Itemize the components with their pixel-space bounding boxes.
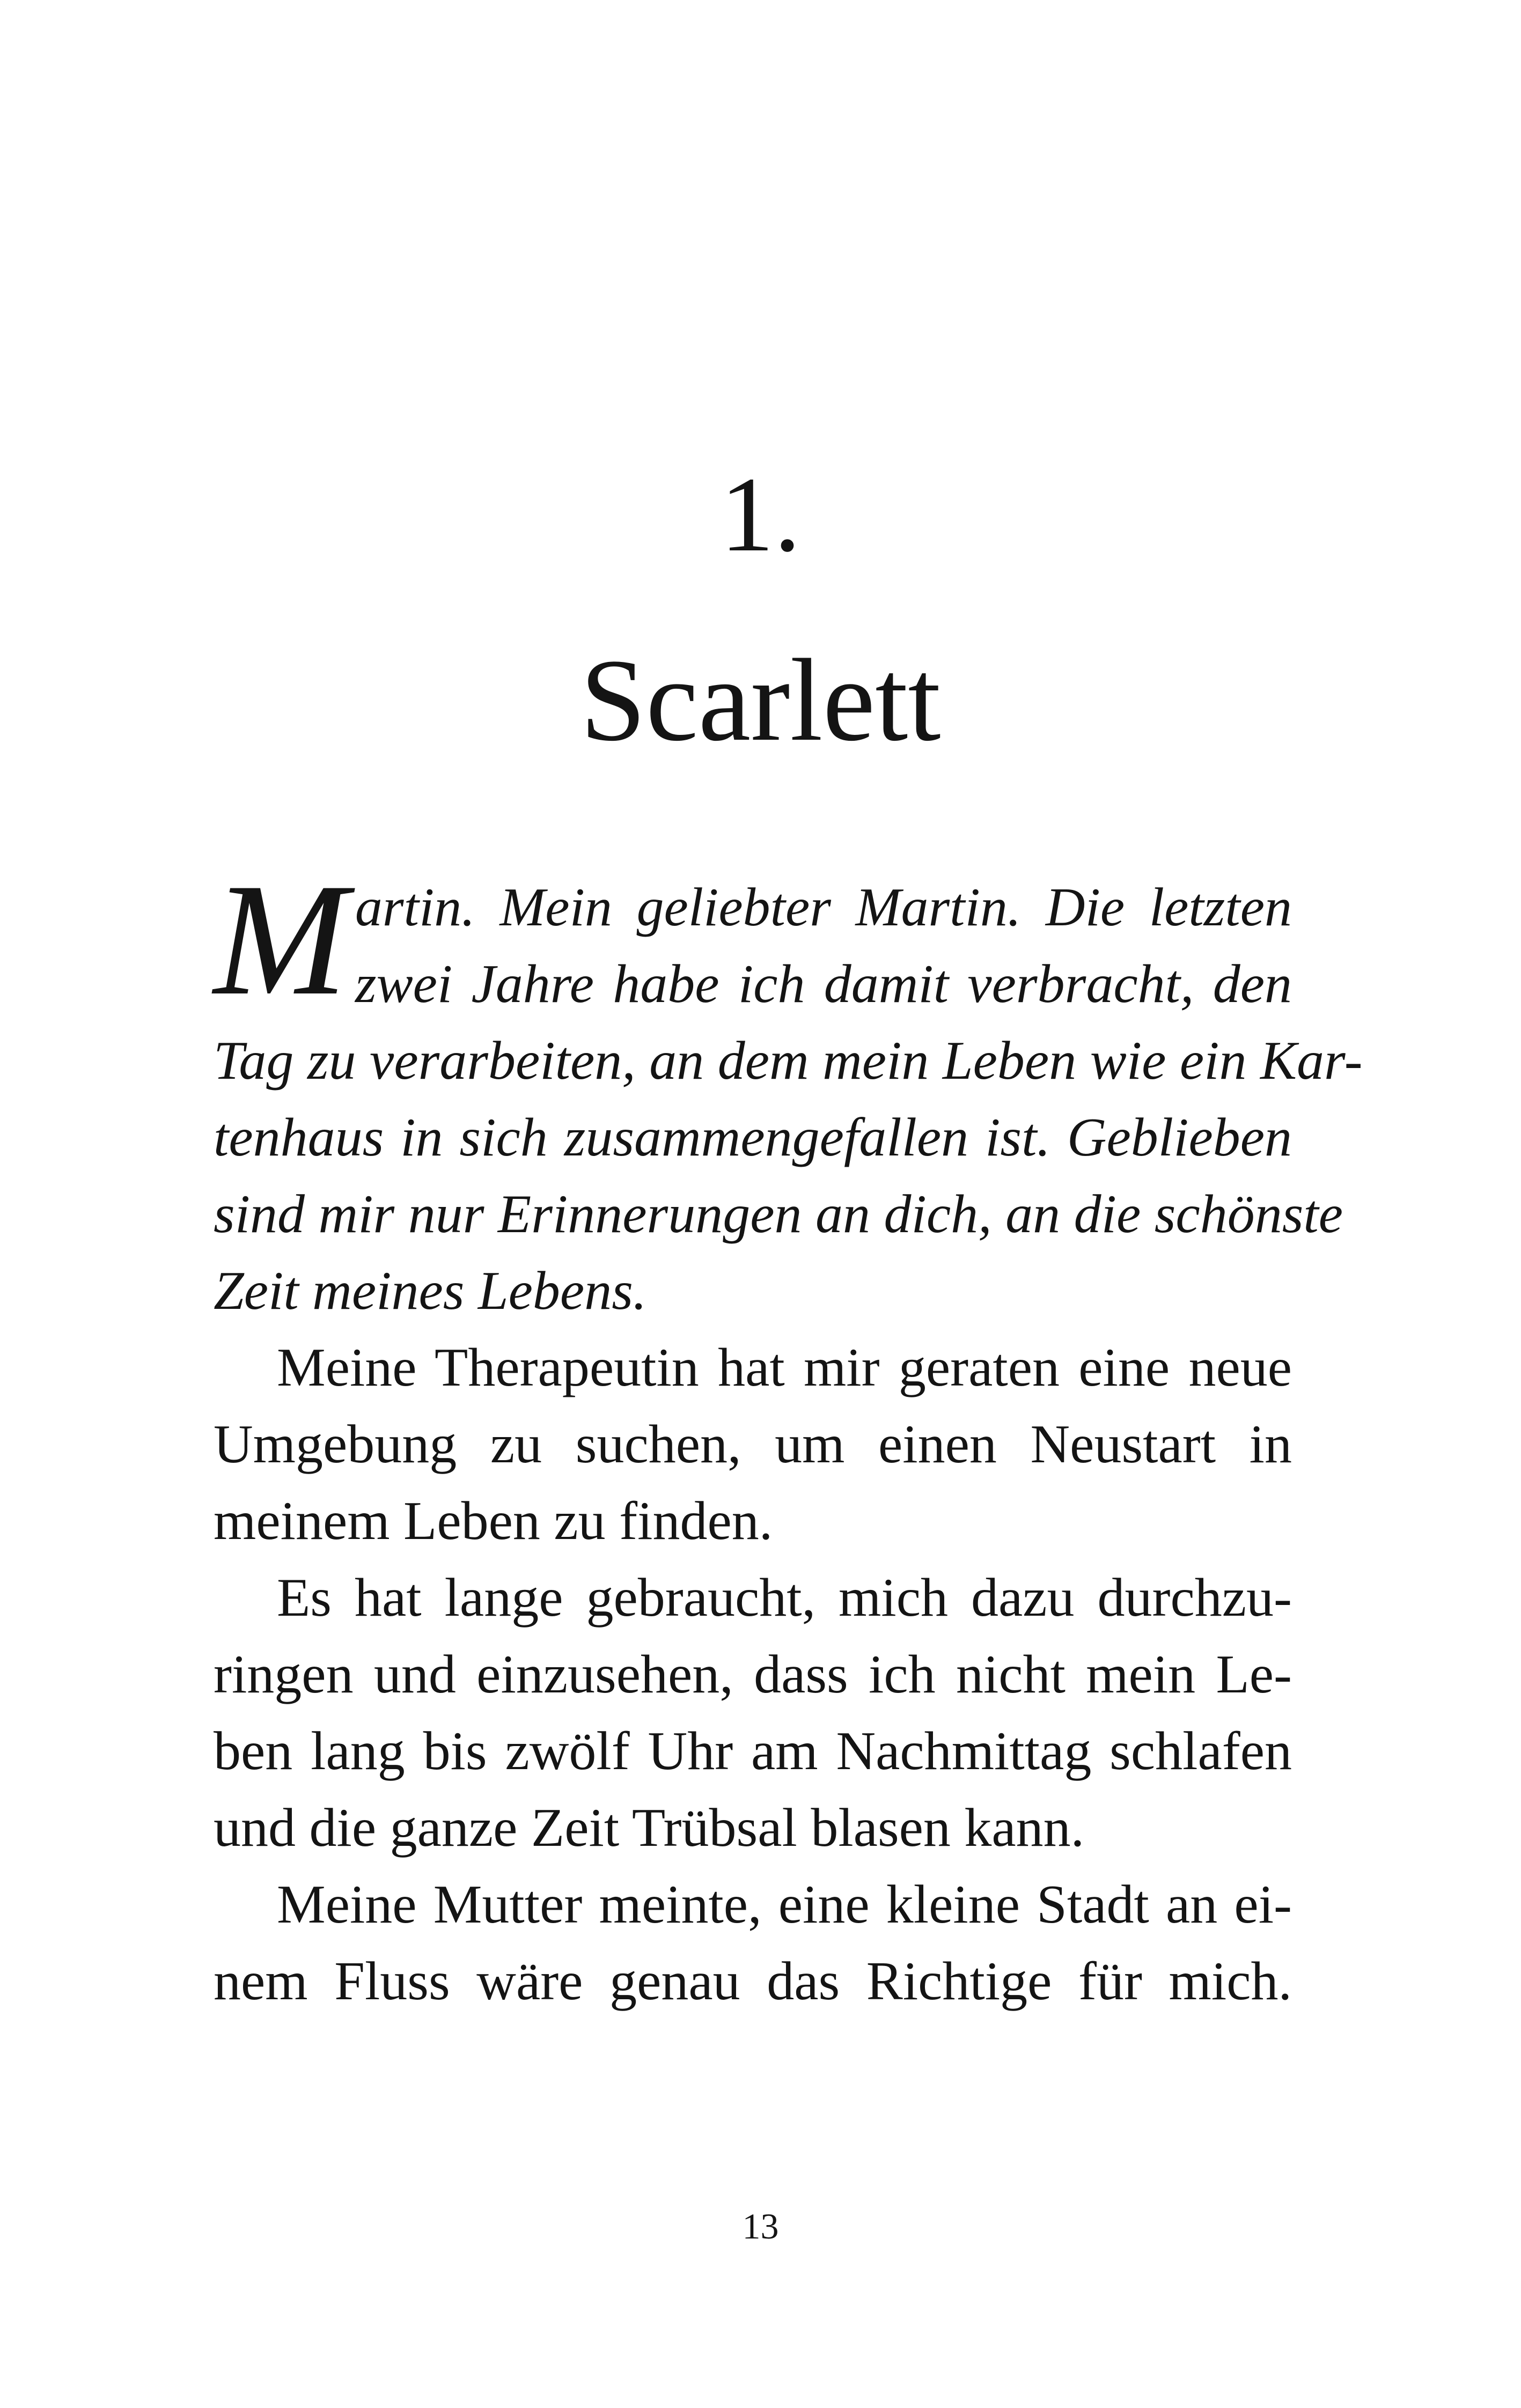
text-line: Meine Therapeutin hat mir geraten eine neue (277, 1337, 1292, 1398)
text-line: artin. Mein geliebter Martin. Die letzten (355, 877, 1292, 938)
paragraph (214, 1559, 1292, 1866)
page-number: 13 (742, 2206, 779, 2247)
text-line: meinem Leben zu finden. (214, 1491, 773, 1551)
text-line: Tag zu verarbeiten, an dem mein Leben wie ein Kar- (214, 1030, 1363, 1091)
text-line: Meine Mutter meinte, eine kleine Stadt an ei- (277, 1874, 1292, 1935)
text-line: sind mir nur Erinnerungen an dich, an die schönste (214, 1184, 1343, 1244)
text-line: und die ganze Zeit Trübsal blasen kann. (214, 1798, 1085, 1858)
text-line: Zeit meines Lebens. (214, 1261, 647, 1321)
text-line: Es hat lange gebraucht, mich dazu durchzu- (277, 1567, 1292, 1628)
opening-paragraph (214, 850, 1363, 1329)
text-line: ben lang bis zwölf Uhr am Nachmittag schlafen (214, 1721, 1292, 1781)
text-line: Umgebung zu suchen, um einen Neustart in (214, 1414, 1292, 1475)
paragraph (214, 1866, 1292, 2020)
chapter-title: Scarlett (580, 635, 941, 765)
text-line: tenhaus in sich zusammengefallen ist. Geblieben (214, 1107, 1292, 1168)
paragraph (214, 1329, 1292, 1559)
text-line: ringen und einzusehen, dass ich nicht mein Le- (214, 1644, 1292, 1705)
text-line: nem Fluss wäre genau das Richtige für mich. (214, 1951, 1292, 2012)
chapter-body (214, 850, 1363, 2020)
drop-cap: M (214, 850, 348, 1028)
chapter-number: 1. (720, 455, 801, 574)
text-line: zwei Jahre habe ich damit verbracht, den (355, 954, 1292, 1014)
